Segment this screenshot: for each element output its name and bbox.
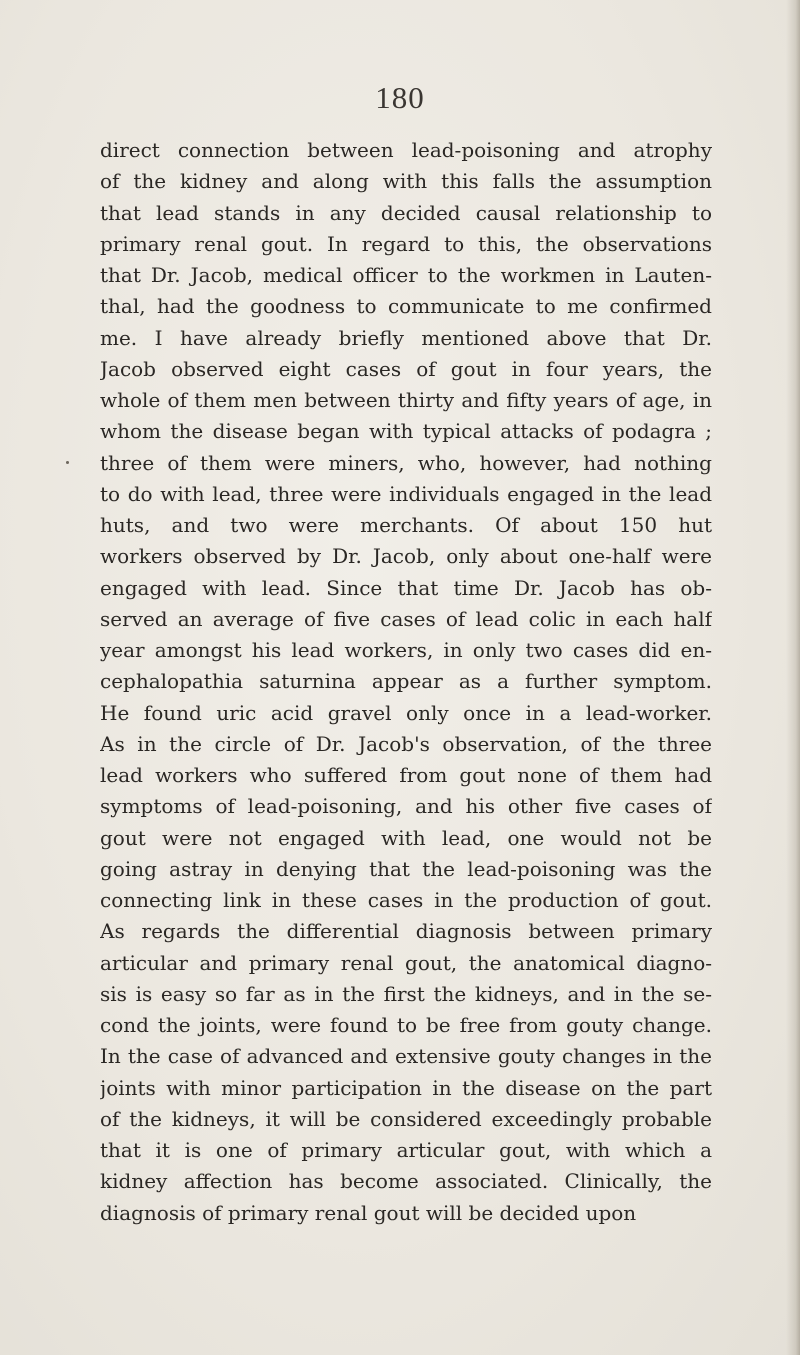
text-line: me. I have already briefly mentioned above that Dr. [100,325,712,350]
text-line: of the kidney and along with this falls the assumption [100,169,712,194]
text-line: engaged with lead. Since that time Dr. Jacob has ob- [100,575,712,600]
text-line: Jacob observed eight cases of gout in four years, the [100,356,712,381]
text-line: workers observed by Dr. Jacob, only about one-half were [100,544,712,569]
page-edge-shadow [786,0,800,1355]
text-line: to do with lead, three were individuals engaged in the lead [100,481,712,506]
body-text [100,135,712,1229]
text-line: As regards the differential diagnosis between primary [100,919,712,944]
text-line: that it is one of primary articular gout, with which a [100,1138,712,1162]
paper-speck [66,461,69,464]
page-number: 180 [375,80,425,115]
text-line: He found uric acid gravel only once in a lead-worker. [100,700,712,725]
text-line: In the case of advanced and extensive gouty changes in the [100,1044,712,1069]
text-line: cephalopathia saturnina appear as a further symptom. [100,669,712,694]
text-line: served an average of five cases of lead colic in each half [100,606,712,631]
text-line: whom the disease began with typical attacks of podagra ; [100,419,712,444]
text-line: joints with minor participation in the disease on the part [100,1075,712,1100]
text-line: kidney affection has become associated. Clinically, the [100,1169,712,1194]
text-line: that lead stands in any decided causal relationship to [100,200,712,225]
text-line: three of them were miners, who, however, had nothing [100,450,712,475]
text-line: sis is easy so far as in the first the kidneys, and in the se- [100,981,712,1006]
text-line: thal, had the goodness to communicate to me confirmed [100,294,712,319]
text-line: direct connection between lead-poisoning and atrophy [100,138,712,162]
text-line: gout were not engaged with lead, one would not be [100,825,712,850]
text-line: connecting link in these cases in the production of gout. [100,888,712,912]
text-line: symptoms of lead-poisoning, and his other five cases of [100,794,712,819]
text-line: year amongst his lead workers, in only two cases did en- [100,638,712,662]
text-line: As in the circle of Dr. Jacob's observation, of the three [100,731,712,756]
text-line: primary renal gout. In regard to this, the observations [100,231,712,256]
text-line: lead workers who suffered from gout none of them had [100,763,712,787]
text-line: whole of them men between thirty and fifty years of age, in [100,388,712,412]
text-line: that Dr. Jacob, medical officer to the workmen in Lauten- [100,263,712,287]
text-line: articular and primary renal gout, the anatomical diagno- [100,950,712,975]
text-line: going astray in denying that the lead-poisoning was the [100,856,712,881]
text-line: cond the joints, were found to be free from gouty change. [100,1013,712,1037]
text-line: huts, and two were merchants. Of about 150 hut [100,513,712,537]
text-line: diagnosis of primary renal gout will be decided upon [100,1200,637,1225]
text-line: of the kidneys, it will be considered exceedingly probable [100,1106,712,1131]
